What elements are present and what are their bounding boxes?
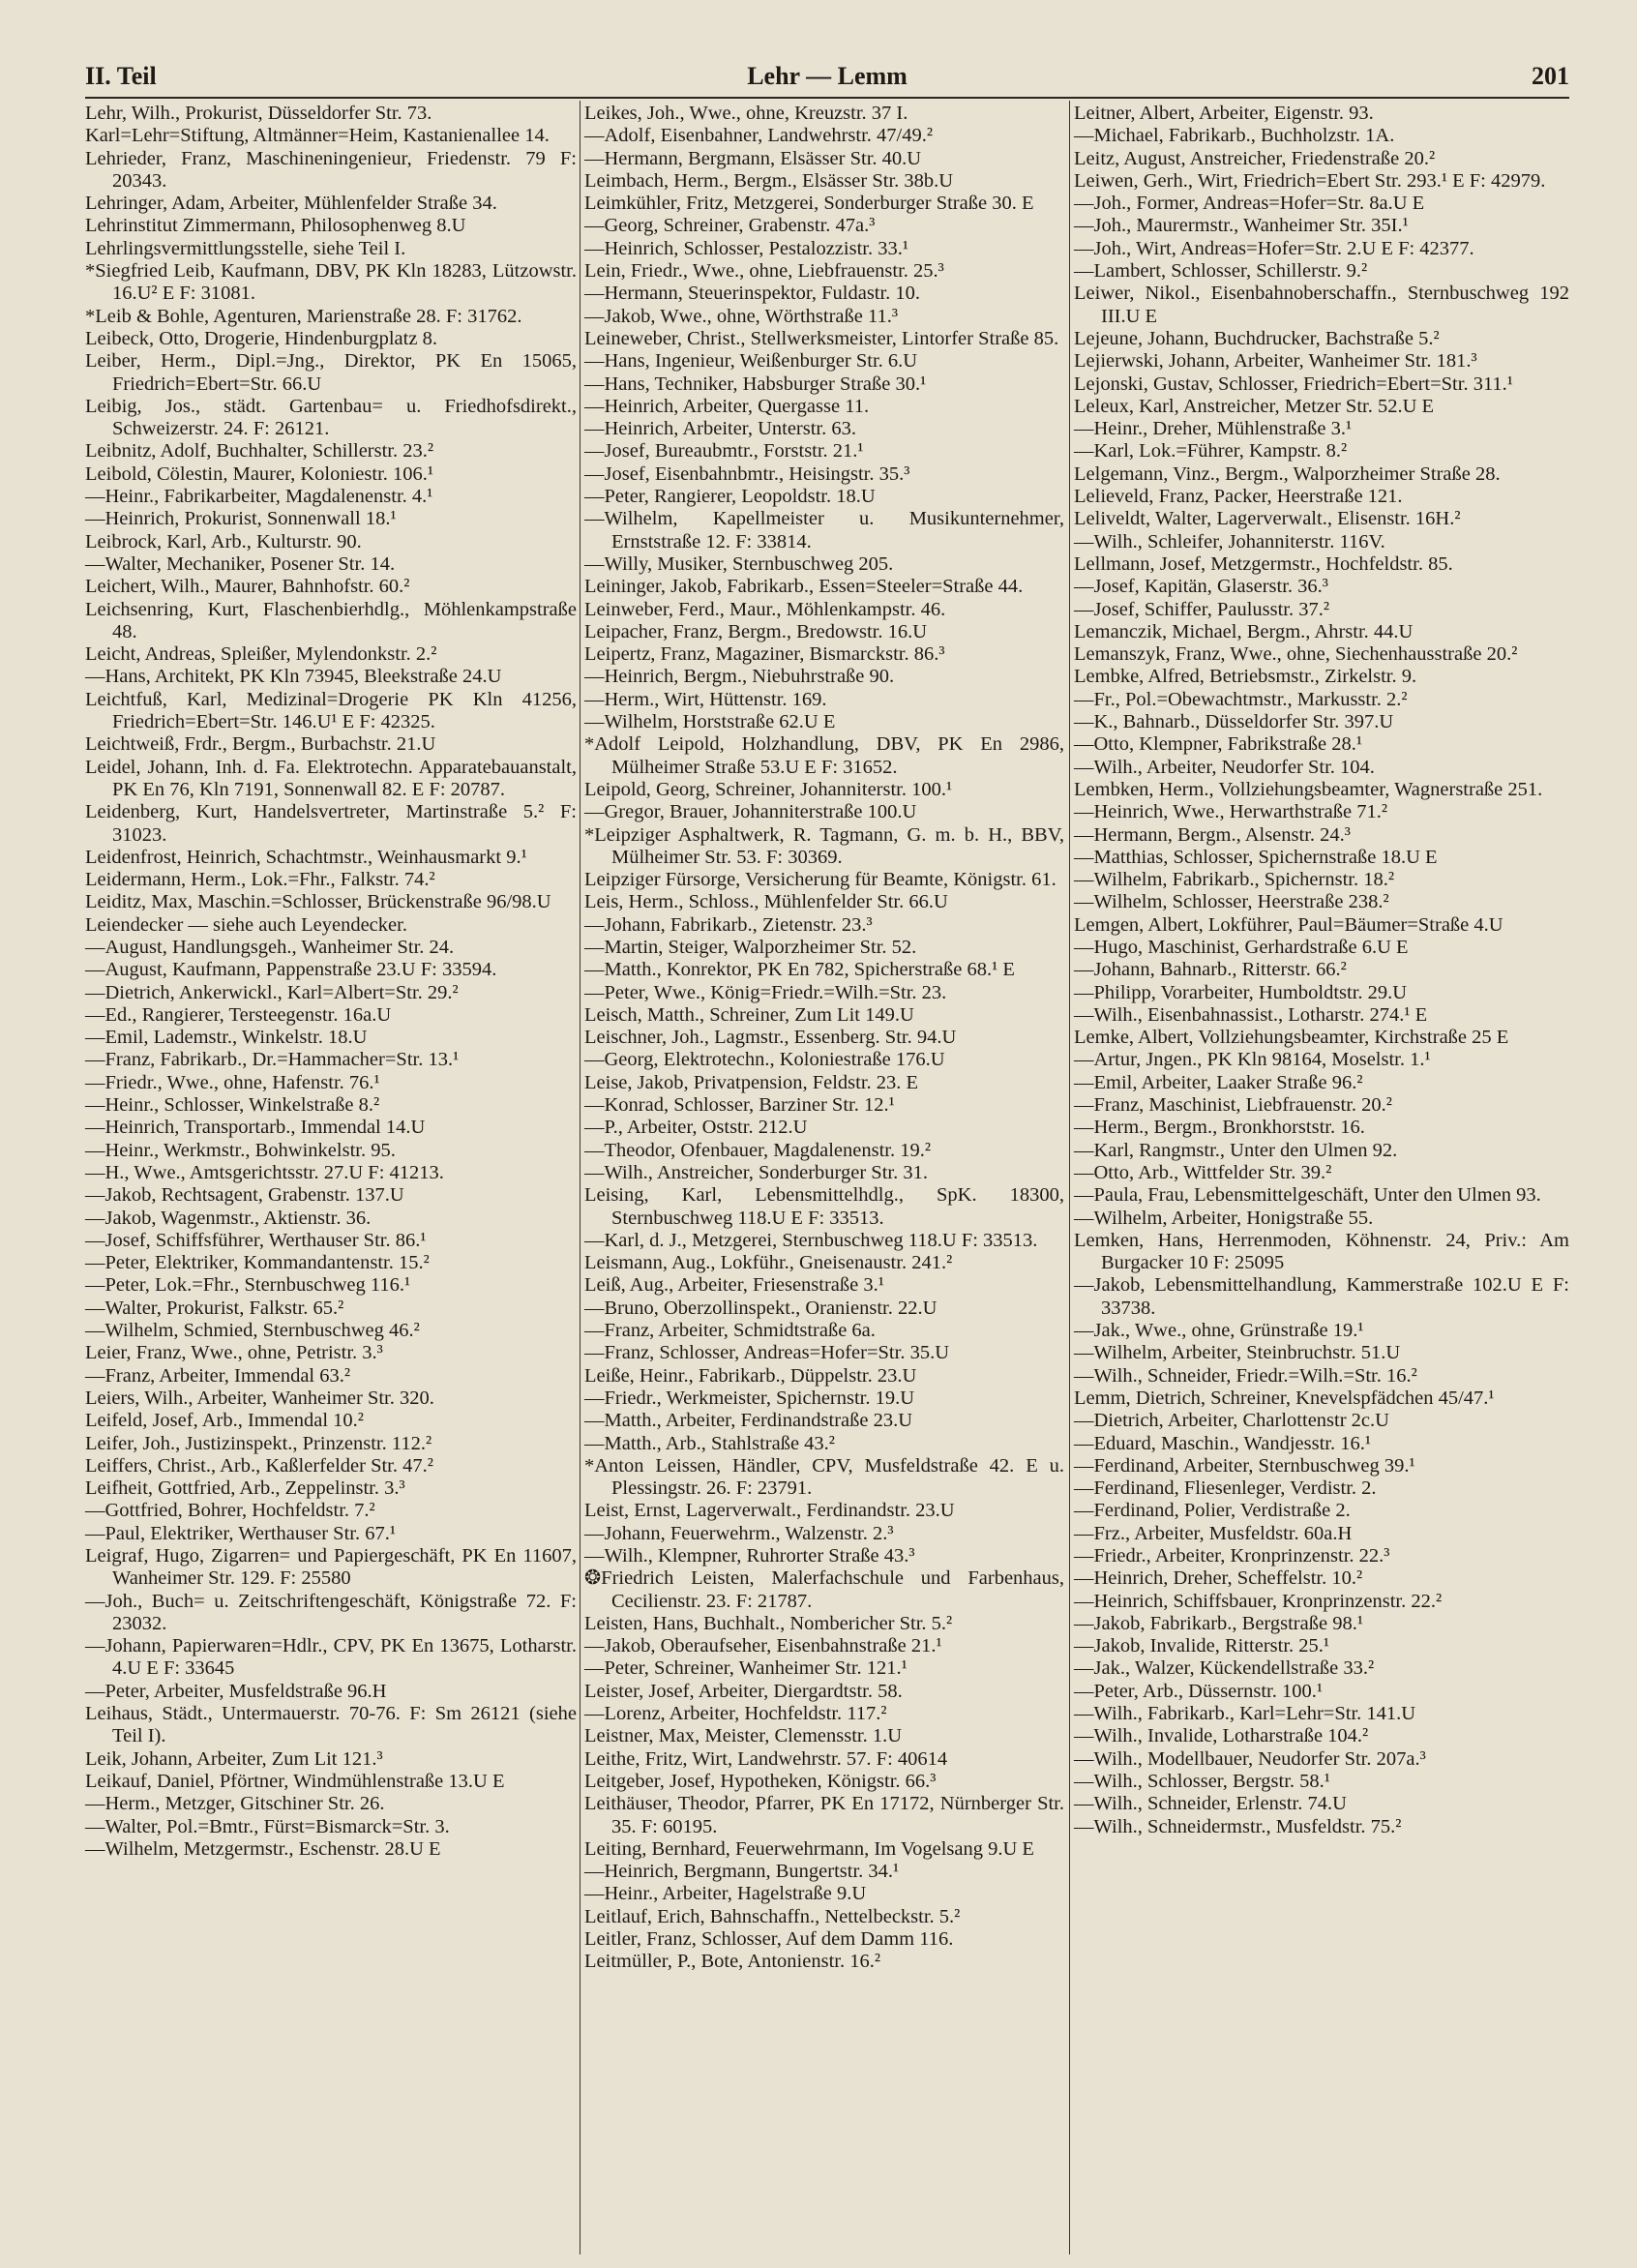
- directory-entry: Leising, Karl, Lebensmittelhdlg., SpK. 18300, Sternbuschweg 118.U E F: 33513.: [584, 1184, 1064, 1229]
- directory-entry: —Wilh., Arbeiter, Neudorfer Str. 104.: [1074, 756, 1375, 778]
- directory-entry: —Georg, Schreiner, Grabenstr. 47a.³: [584, 215, 876, 237]
- directory-entry: —Matth., Arbeiter, Ferdinandstraße 23.U: [584, 1410, 913, 1432]
- directory-entry: —Hermann, Bergm., Alsenstr. 24.³: [1074, 823, 1351, 846]
- directory-entry: Leiwen, Gerh., Wirt, Friedrich=Ebert Str. 293.¹ E F: 42979.: [1074, 169, 1546, 192]
- directory-entry: —Peter, Schreiner, Wanheimer Str. 121.¹: [584, 1657, 908, 1680]
- directory-entry: Leibrock, Karl, Arb., Kulturstr. 90.: [85, 530, 362, 552]
- directory-entry: Leist, Ernst, Lagerverwalt., Ferdinandstr. 23.U: [584, 1500, 955, 1522]
- directory-entry: —Wilh., Schleifer, Johanniterstr. 116V.: [1074, 530, 1385, 552]
- directory-entry: —Walter, Pol.=Bmtr., Fürst=Bismarck=Str. 3.: [85, 1815, 450, 1837]
- directory-entry: —Friedr., Werkmeister, Spichernstr. 19.U: [584, 1387, 915, 1409]
- directory-entry: —Herm., Wirt, Hüttenstr. 169.: [584, 688, 827, 710]
- directory-entry: —Wilhelm, Horststraße 62.U E: [584, 711, 836, 733]
- directory-entry: Lejonski, Gustav, Schlosser, Friedrich=Ebert=Str. 311.¹: [1074, 373, 1513, 395]
- directory-entry: *Leipziger Asphaltwerk, R. Tagmann, G. m. b. H., BBV, Mülheimer Str. 53. F: 30369.: [584, 823, 1064, 868]
- directory-entry: —Wilhelm, Arbeiter, Steinbruchstr. 51.U: [1074, 1342, 1401, 1364]
- directory-entry: Leineweber, Christ., Stellwerksmeister, Lintorfer Straße 85.: [584, 327, 1059, 349]
- directory-entry: Lehrinstitut Zimmermann, Philosophenweg 8.U: [85, 215, 466, 237]
- directory-entry: Leigraf, Hugo, Zigarren= und Papiergeschäft, PK En 11607, Wanheimer Str. 129. F: 25580: [85, 1545, 577, 1590]
- directory-entry: —Dietrich, Arbeiter, Charlottenstr 2c.U: [1074, 1410, 1389, 1432]
- directory-entry: Lemm, Dietrich, Schreiner, Knevelspfädchen 45/47.¹: [1074, 1387, 1495, 1409]
- directory-entry: —Jak., Wwe., ohne, Grünstraße 19.¹: [1074, 1320, 1364, 1342]
- directory-entry: Leipacher, Franz, Bergm., Bredowstr. 16.U: [584, 620, 928, 642]
- directory-entry: —Wilh., Modellbauer, Neudorfer Str. 207a.³: [1074, 1747, 1426, 1770]
- directory-entry: —Emil, Lademstr., Winkelstr. 18.U: [85, 1027, 368, 1049]
- directory-entry: —Wilh., Schneider, Erlenstr. 74.U: [1074, 1793, 1347, 1815]
- directory-entry: —Paul, Elektriker, Werthauser Str. 67.¹: [85, 1522, 396, 1544]
- directory-entry: —Joh., Buch= u. Zeitschriftengeschäft, Königstraße 72. F: 23032.: [85, 1590, 577, 1634]
- directory-entry: —Wilh., Fabrikarb., Karl=Lehr=Str. 141.U: [1074, 1703, 1416, 1725]
- directory-entry: —Gottfried, Bohrer, Hochfeldstr. 7.²: [85, 1500, 375, 1522]
- directory-entry: Leis, Herm., Schloss., Mühlenfelder Str. 66.U: [584, 891, 948, 913]
- directory-entry: —Heinr., Arbeiter, Hagelstraße 9.U: [584, 1883, 867, 1905]
- directory-entry: —Peter, Rangierer, Leopoldstr. 18.U: [584, 486, 876, 508]
- directory-entry: Leininger, Jakob, Fabrikarb., Essen=Steeler=Straße 44.: [584, 576, 1024, 598]
- directory-entry: Lehrlingsvermittlungsstelle, siehe Teil I.: [85, 237, 406, 259]
- directory-entry: —Wilh., Schneider, Friedr.=Wilh.=Str. 16.²: [1074, 1364, 1417, 1387]
- directory-entry: —Heinrich, Bergmann, Bungertstr. 34.¹: [584, 1861, 900, 1883]
- directory-entry: —Hans, Ingenieur, Weißenburger Str. 6.U: [584, 350, 918, 373]
- directory-entry: —Ed., Rangierer, Tersteegenstr. 16a.U: [85, 1003, 392, 1026]
- directory-entry: —Adolf, Eisenbahner, Landwehrstr. 47/49.²: [584, 125, 934, 147]
- directory-entry: —Wilh., Invalide, Lotharstraße 104.²: [1074, 1725, 1369, 1747]
- directory-entry: —Wilhelm, Schlosser, Heerstraße 238.²: [1074, 891, 1389, 913]
- directory-entry: —Heinr., Dreher, Mühlenstraße 3.¹: [1074, 418, 1353, 440]
- directory-entry: Leiße, Heinr., Fabrikarb., Düppelstr. 23.U: [584, 1364, 917, 1387]
- directory-entry: —Gregor, Brauer, Johanniterstraße 100.U: [584, 801, 917, 823]
- directory-entry: Leikes, Joh., Wwe., ohne, Kreuzstr. 37 I.: [584, 103, 908, 124]
- directory-column-1: [85, 103, 577, 1861]
- directory-entry: Leisch, Matth., Schreiner, Zum Lit 149.U: [584, 1003, 914, 1026]
- directory-entry: —Karl, d. J., Metzgerei, Sternbuschweg 118.U F: 33513.: [584, 1229, 1038, 1251]
- directory-entry: —Josef, Schiffsführer, Werthauser Str. 86.¹: [85, 1229, 427, 1251]
- directory-entry: —Dietrich, Ankerwickl., Karl=Albert=Str. 29.²: [85, 981, 459, 1003]
- directory-entry: Leliveldt, Walter, Lagerverwalt., Elisenstr. 16H.²: [1074, 508, 1461, 530]
- directory-entry: —Jakob, Oberaufseher, Eisenbahnstraße 21.¹: [584, 1635, 942, 1657]
- directory-entry: —Wilh., Klempner, Ruhrorter Straße 43.³: [584, 1545, 915, 1567]
- directory-entry: —Michael, Fabrikarb., Buchholzstr. 1A.: [1074, 125, 1395, 147]
- directory-entry: —August, Kaufmann, Pappenstraße 23.U F: 33594.: [85, 959, 497, 981]
- directory-entry: —Joh., Wirt, Andreas=Hofer=Str. 2.U E F: 42377.: [1074, 237, 1474, 259]
- directory-entry: Leitz, August, Anstreicher, Friedenstraße 20.²: [1074, 147, 1436, 169]
- directory-entry: Leifeld, Josef, Arb., Immendal 10.²: [85, 1410, 364, 1432]
- directory-entry: —Wilhelm, Schmied, Sternbuschweg 46.²: [85, 1320, 420, 1342]
- directory-entry: —Heinrich, Schiffsbauer, Kronprinzenstr. 22.²: [1074, 1590, 1443, 1612]
- directory-entry: —Peter, Wwe., König=Friedr.=Wilh.=Str. 23.: [584, 981, 947, 1003]
- directory-entry: —Paula, Frau, Lebensmittelgeschäft, Unter den Ulmen 93.: [1074, 1184, 1541, 1207]
- directory-entry: Leichert, Wilh., Maurer, Bahnhofstr. 60.²: [85, 576, 410, 598]
- directory-entry: Lemke, Albert, Vollziehungsbeamter, Kirchstraße 25 E: [1074, 1027, 1509, 1049]
- directory-entry: —Wilhelm, Arbeiter, Honigstraße 55.: [1074, 1207, 1374, 1229]
- directory-entry: —Martin, Steiger, Walporzheimer Str. 52.: [584, 936, 917, 958]
- directory-entry: Leichsenring, Kurt, Flaschenbierhdlg., Möhlenkampstraße 48.: [85, 598, 577, 642]
- directory-entry: Leitmüller, P., Bote, Antonienstr. 16.²: [584, 1951, 880, 1973]
- directory-entry: —Johann, Feuerwehrm., Walzenstr. 2.³: [584, 1522, 894, 1544]
- column-divider: [1069, 101, 1070, 2254]
- directory-entry: —Jakob, Wwe., ohne, Wörthstraße 11.³: [584, 305, 899, 327]
- directory-entry: Lemanszyk, Franz, Wwe., ohne, Siechenhausstraße 20.²: [1074, 643, 1518, 666]
- directory-entry: Lembken, Herm., Vollziehungsbeamter, Wagnerstraße 251.: [1074, 778, 1543, 800]
- directory-entry: Leikauf, Daniel, Pförtner, Windmühlenstraße 13.U E: [85, 1770, 505, 1792]
- directory-entry: —Jakob, Rechtsagent, Grabenstr. 137.U: [85, 1184, 404, 1207]
- page-number: 201: [1532, 62, 1569, 90]
- directory-entry: —Matth., Konrektor, PK En 782, Spicherstraße 68.¹ E: [584, 959, 1015, 981]
- directory-entry: Leithe, Fritz, Wirt, Landwehrstr. 57. F: 40614: [584, 1747, 948, 1770]
- directory-entry: —H., Wwe., Amtsgerichtsstr. 27.U F: 41213.: [85, 1161, 444, 1183]
- directory-entry: —Franz, Maschinist, Liebfrauenstr. 20.²: [1074, 1094, 1392, 1117]
- directory-entry: —Peter, Elektriker, Kommandantenstr. 15.²: [85, 1252, 430, 1274]
- directory-entry: —Wilh., Schlosser, Bergstr. 58.¹: [1074, 1770, 1330, 1792]
- directory-entry: —Otto, Klempner, Fabrikstraße 28.¹: [1074, 733, 1362, 756]
- directory-entry: Lehr, Wilh., Prokurist, Düsseldorfer Str. 73.: [85, 103, 432, 124]
- directory-entry: —Heinrich, Arbeiter, Unterstr. 63.: [584, 418, 856, 440]
- directory-entry: Leiers, Wilh., Arbeiter, Wanheimer Str. 320.: [85, 1387, 434, 1409]
- directory-entry: —Hans, Architekt, PK Kln 73945, Bleekstraße 24.U: [85, 666, 502, 688]
- directory-entry: —Ferdinand, Polier, Verdistraße 2.: [1074, 1500, 1351, 1522]
- directory-entry: Lembke, Alfred, Betriebsmstr., Zirkelstr. 9.: [1074, 666, 1417, 688]
- directory-entry: —Georg, Elektrotechn., Koloniestraße 176.U: [584, 1049, 945, 1071]
- directory-entry: *Leib & Bohle, Agenturen, Marienstraße 28. F: 31762.: [85, 305, 522, 327]
- directory-entry: —Peter, Arb., Düssernstr. 100.¹: [1074, 1680, 1324, 1702]
- directory-entry: Karl=Lehr=Stiftung, Altmänner=Heim, Kastanienallee 14.: [85, 125, 550, 147]
- directory-entry: Leibold, Cölestin, Maurer, Koloniestr. 106.¹: [85, 463, 434, 485]
- directory-entry: —Franz, Arbeiter, Schmidtstraße 6a.: [584, 1320, 876, 1342]
- directory-entry: —Walter, Mechaniker, Posener Str. 14.: [85, 552, 396, 575]
- directory-entry: —Johann, Bahnarb., Ritterstr. 66.²: [1074, 959, 1347, 981]
- directory-entry: Leister, Josef, Arbeiter, Diergardtstr. 58.: [584, 1680, 903, 1702]
- directory-entry: —Ferdinand, Arbeiter, Sternbuschweg 39.¹: [1074, 1454, 1415, 1477]
- directory-entry: —Friedr., Wwe., ohne, Hafenstr. 76.¹: [85, 1071, 380, 1093]
- directory-entry: Leitner, Albert, Arbeiter, Eigenstr. 93.: [1074, 103, 1374, 124]
- directory-entry: Lelgemann, Vinz., Bergm., Walporzheimer Straße 28.: [1074, 463, 1501, 485]
- directory-entry: Leitlauf, Erich, Bahnschaffn., Nettelbeckstr. 5.²: [584, 1905, 961, 1927]
- directory-entry: —Bruno, Oberzollinspekt., Oranienstr. 22.U: [584, 1297, 938, 1319]
- directory-entry: Leischner, Joh., Lagmstr., Essenberg. Str. 94.U: [584, 1027, 957, 1049]
- directory-entry: Leleux, Karl, Anstreicher, Metzer Str. 52.U E: [1074, 395, 1435, 417]
- directory-entry: —Hermann, Steuerinspektor, Fuldastr. 10.: [584, 283, 921, 305]
- directory-entry: —Wilhelm, Kapellmeister u. Musikunternehmer, Ernststraße 12. F: 33814.: [584, 508, 1064, 552]
- directory-entry: —Josef, Eisenbahnbmtr., Heisingstr. 35.³: [584, 463, 910, 485]
- directory-entry: —Wilh., Eisenbahnassist., Lotharstr. 274.¹ E: [1074, 1003, 1428, 1026]
- directory-entry: Leisten, Hans, Buchhalt., Nombericher Str. 5.²: [584, 1612, 953, 1634]
- directory-entry: Leiffers, Christ., Arb., Kaßlerfelder Str. 47.²: [85, 1454, 433, 1477]
- directory-entry: *Siegfried Leib, Kaufmann, DBV, PK Kln 18283, Lützowstr. 16.U² E F: 31081.: [85, 260, 577, 305]
- directory-entry: Lemanczik, Michael, Bergm., Ahrstr. 44.U: [1074, 620, 1414, 642]
- directory-entry: Leitler, Franz, Schlosser, Auf dem Damm 116.: [584, 1928, 954, 1951]
- directory-entry: —Heinrich, Wwe., Herwarthstraße 71.²: [1074, 801, 1387, 823]
- directory-entry: —Josef, Kapitän, Glaserstr. 36.³: [1074, 576, 1328, 598]
- directory-column-3: [1074, 103, 1569, 1838]
- directory-entry: Leidenberg, Kurt, Handelsvertreter, Martinstraße 5.² F: 31023.: [85, 801, 577, 846]
- directory-entry: Leiditz, Max, Maschin.=Schlosser, Brückenstraße 96/98.U: [85, 891, 551, 913]
- directory-entry: Lehrieder, Franz, Maschineningenieur, Friedenstr. 79 F: 20343.: [85, 147, 577, 192]
- directory-entry: —Joh., Maurermstr., Wanheimer Str. 35I.¹: [1074, 215, 1409, 237]
- directory-entry: —Hans, Techniker, Habsburger Straße 30.¹: [584, 373, 927, 395]
- directory-entry: —Willy, Musiker, Sternbuschweg 205.: [584, 552, 894, 575]
- directory-entry: *Anton Leissen, Händler, CPV, Musfeldstraße 42. E u. Plessingstr. 26. F: 23791.: [584, 1454, 1064, 1500]
- directory-entry: Lejeune, Johann, Buchdrucker, Bachstraße 5.²: [1074, 327, 1440, 349]
- directory-entry: Leimkühler, Fritz, Metzgerei, Sonderburger Straße 30. E: [584, 193, 1034, 215]
- directory-entry: Leise, Jakob, Privatpension, Feldstr. 23. E: [584, 1071, 919, 1093]
- directory-entry: Lehringer, Adam, Arbeiter, Mühlenfelder Straße 34.: [85, 193, 497, 215]
- directory-entry: Leier, Franz, Wwe., ohne, Petristr. 3.³: [85, 1342, 383, 1364]
- directory-entry: Leinweber, Ferd., Maur., Möhlenkampstr. 46.: [584, 598, 946, 620]
- directory-entry: Leichtfuß, Karl, Medizinal=Drogerie PK Kln 41256, Friedrich=Ebert=Str. 146.U¹ E F: 42325.: [85, 688, 577, 733]
- directory-entry: —Heinrich, Arbeiter, Quergasse 11.: [584, 395, 870, 417]
- directory-entry: —Jakob, Fabrikarb., Bergstraße 98.¹: [1074, 1612, 1363, 1634]
- directory-entry: Lemgen, Albert, Lokführer, Paul=Bäumer=Straße 4.U: [1074, 913, 1503, 936]
- directory-entry: —Heinrich, Prokurist, Sonnenwall 18.¹: [85, 508, 397, 530]
- directory-entry: —Emil, Arbeiter, Laaker Straße 96.²: [1074, 1071, 1363, 1093]
- directory-entry: —Jakob, Lebensmittelhandlung, Kammerstraße 102.U E F: 33738.: [1074, 1274, 1569, 1319]
- directory-entry: —Hugo, Maschinist, Gerhardstraße 6.U E: [1074, 936, 1409, 958]
- directory-entry: —Theodor, Ofenbauer, Magdalenenstr. 19.²: [584, 1139, 932, 1161]
- directory-entry: —Frz., Arbeiter, Musfeldstr. 60a.H: [1074, 1522, 1353, 1544]
- directory-entry: —Wilhelm, Metzgermstr., Eschenstr. 28.U E: [85, 1837, 441, 1860]
- directory-entry: —Heinr., Schlosser, Winkelstraße 8.²: [85, 1094, 380, 1117]
- directory-entry: —Franz, Schlosser, Andreas=Hofer=Str. 35.U: [584, 1342, 950, 1364]
- directory-entry: Leismann, Aug., Lokführ., Gneisenaustr. 241.²: [584, 1252, 953, 1274]
- directory-entry: Leithäuser, Theodor, Pfarrer, PK En 17172, Nürnberger Str. 35. F: 60195.: [584, 1793, 1064, 1837]
- directory-entry: —Lambert, Schlosser, Schillerstr. 9.²: [1074, 260, 1368, 283]
- directory-entry: Leitgeber, Josef, Hypotheken, Königstr. 66.³: [584, 1770, 937, 1792]
- directory-entry: —Lorenz, Arbeiter, Hochfeldstr. 117.²: [584, 1703, 887, 1725]
- directory-column-2: [584, 103, 1064, 1974]
- directory-entry: —Jak., Walzer, Kückendellstraße 33.²: [1074, 1657, 1375, 1680]
- directory-entry: Leidel, Johann, Inh. d. Fa. Elektrotechn. Apparatebauanstalt, PK En 76, Kln 7191, Sonnenwall 82. E F: 20787.: [85, 756, 577, 800]
- directory-entry: —Heinrich, Transportarb., Immendal 14.U: [85, 1117, 426, 1139]
- directory-entry: Leifer, Joh., Justizinspekt., Prinzenstr. 112.²: [85, 1432, 432, 1454]
- directory-entry: —Heinrich, Bergm., Niebuhrstraße 90.: [584, 666, 895, 688]
- directory-entry: Leibig, Jos., städt. Gartenbau= u. Friedhofsdirekt., Schweizerstr. 24. F: 26121.: [85, 395, 577, 440]
- directory-entry: Leidermann, Herm., Lok.=Fhr., Falkstr. 74.²: [85, 869, 435, 891]
- directory-entry: —Friedr., Arbeiter, Kronprinzenstr. 22.³: [1074, 1545, 1390, 1567]
- directory-entry: Leibnitz, Adolf, Buchhalter, Schillerstr. 23.²: [85, 440, 434, 463]
- running-head: Lehr — Lemm: [747, 62, 908, 90]
- directory-entry: —Matth., Arb., Stahlstraße 43.²: [584, 1432, 835, 1454]
- directory-entry: Leiber, Herm., Dipl.=Jng., Direktor, PK En 15065, Friedrich=Ebert=Str. 66.U: [85, 350, 577, 395]
- directory-entry: Leichtweiß, Frdr., Bergm., Burbachstr. 21.U: [85, 733, 436, 756]
- directory-entry: Leiwer, Nikol., Eisenbahnoberschaffn., Sternbuschweg 192 III.U E: [1074, 283, 1569, 327]
- directory-entry: Lellmann, Josef, Metzgermstr., Hochfeldstr. 85.: [1074, 552, 1453, 575]
- directory-entry: —Heinrich, Dreher, Scheffelstr. 10.²: [1074, 1567, 1363, 1590]
- directory-entry: —Jakob, Wagenmstr., Aktienstr. 36.: [85, 1207, 372, 1229]
- directory-entry: —Matthias, Schlosser, Spichernstraße 18.U E: [1074, 846, 1438, 868]
- directory-entry: Lelieveld, Franz, Packer, Heerstraße 121.: [1074, 486, 1403, 508]
- directory-entry: Leiendecker — siehe auch Leyendecker.: [85, 913, 407, 936]
- directory-entry: —Fr., Pol.=Obewachtmstr., Markusstr. 2.²: [1074, 688, 1408, 710]
- directory-entry: —K., Bahnarb., Düsseldorfer Str. 397.U: [1074, 711, 1394, 733]
- directory-entry: —Wilh., Anstreicher, Sonderburger Str. 31.: [584, 1161, 928, 1183]
- directory-entry: —Johann, Papierwaren=Hdlr., CPV, PK En 13675, Lotharstr. 4.U E F: 33645: [85, 1635, 577, 1680]
- directory-entry: —Philipp, Vorarbeiter, Humboldtstr. 29.U: [1074, 981, 1408, 1003]
- directory-entry: —Karl, Lok.=Führer, Kampstr. 8.²: [1074, 440, 1348, 463]
- directory-entry: Leipziger Fürsorge, Versicherung für Beamte, Königstr. 61.: [584, 869, 1057, 891]
- directory-entry: —Jakob, Invalide, Ritterstr. 25.¹: [1074, 1635, 1330, 1657]
- section-label: II. Teil: [85, 62, 157, 90]
- directory-entry: —August, Handlungsgeh., Wanheimer Str. 24.: [85, 936, 455, 958]
- directory-entry: —Johann, Fabrikarb., Zietenstr. 23.³: [584, 913, 873, 936]
- directory-entry: Leipertz, Franz, Magaziner, Bismarckstr. 86.³: [584, 643, 945, 666]
- directory-entry: —Heinr., Werkmstr., Bohwinkelstr. 95.: [85, 1139, 396, 1161]
- directory-entry: —Peter, Arbeiter, Musfeldstraße 96.H: [85, 1680, 387, 1702]
- page-header: [85, 60, 1569, 99]
- directory-entry: Leihaus, Städt., Untermauerstr. 70-76. F: Sm 26121 (siehe Teil I).: [85, 1703, 577, 1747]
- directory-entry: —Karl, Rangmstr., Unter den Ulmen 92.: [1074, 1139, 1398, 1161]
- directory-entry: —Herm., Bergm., Bronkhorststr. 16.: [1074, 1117, 1365, 1139]
- directory-entry: Lejierwski, Johann, Arbeiter, Wanheimer Str. 181.³: [1074, 350, 1477, 373]
- directory-entry: Leik, Johann, Arbeiter, Zum Lit 121.³: [85, 1747, 383, 1770]
- directory-entry: —Josef, Schiffer, Paulusstr. 37.²: [1074, 598, 1330, 620]
- directory-entry: —Wilh., Schneidermstr., Musfeldstr. 75.²: [1074, 1815, 1402, 1837]
- directory-entry: ❂Friedrich Leisten, Malerfachschule und Farbenhaus, Cecilienstr. 23. F: 21787.: [584, 1567, 1064, 1612]
- directory-entry: —P., Arbeiter, Oststr. 212.U: [584, 1117, 808, 1139]
- directory-entry: —Herm., Metzger, Gitschiner Str. 26.: [85, 1793, 385, 1815]
- directory-entry: —Eduard, Maschin., Wandjesstr. 16.¹: [1074, 1432, 1372, 1454]
- directory-entry: Leifheit, Gottfried, Arb., Zeppelinstr. 3.³: [85, 1477, 405, 1500]
- directory-entry: —Josef, Bureaubmtr., Forststr. 21.¹: [584, 440, 864, 463]
- directory-entry: Lein, Friedr., Wwe., ohne, Liebfrauenstr. 25.³: [584, 260, 944, 283]
- directory-entry: —Heinr., Fabrikarbeiter, Magdalenenstr. 4.¹: [85, 486, 433, 508]
- directory-entry: Leistner, Max, Meister, Clemensstr. 1.U: [584, 1725, 903, 1747]
- directory-entry: —Wilhelm, Fabrikarb., Spichernstr. 18.²: [1074, 869, 1394, 891]
- directory-entry: —Joh., Former, Andreas=Hofer=Str. 8a.U E: [1074, 193, 1425, 215]
- directory-entry: —Otto, Arb., Wittfelder Str. 39.²: [1074, 1161, 1332, 1183]
- directory-entry: —Hermann, Bergmann, Elsässer Str. 40.U: [584, 147, 922, 169]
- directory-entry: Leiß, Aug., Arbeiter, Friesenstraße 3.¹: [584, 1274, 884, 1297]
- directory-entry: Lemken, Hans, Herrenmoden, Köhnenstr. 24, Priv.: Am Burgacker 10 F: 25095: [1074, 1229, 1569, 1274]
- directory-entry: Leicht, Andreas, Spleißer, Mylendonkstr. 2.²: [85, 643, 437, 666]
- directory-entry: Leiting, Bernhard, Feuerwehrmann, Im Vogelsang 9.U E: [584, 1837, 1034, 1860]
- directory-entry: —Walter, Prokurist, Falkstr. 65.²: [85, 1297, 344, 1319]
- directory-entry: —Franz, Arbeiter, Immendal 63.²: [85, 1364, 351, 1387]
- directory-entry: —Konrad, Schlosser, Barziner Str. 12.¹: [584, 1094, 895, 1117]
- directory-entry: Leidenfrost, Heinrich, Schachtmstr., Weinhausmarkt 9.¹: [85, 846, 527, 868]
- directory-entry: *Adolf Leipold, Holzhandlung, DBV, PK En 2986, Mülheimer Straße 53.U E F: 31652.: [584, 733, 1064, 778]
- directory-entry: —Heinrich, Schlosser, Pestalozzistr. 33.¹: [584, 237, 908, 259]
- directory-entry: —Ferdinand, Fliesenleger, Verdistr. 2.: [1074, 1477, 1377, 1500]
- directory-entry: —Franz, Fabrikarb., Dr.=Hammacher=Str. 13.¹: [85, 1049, 460, 1071]
- directory-entry: —Artur, Jngen., PK Kln 98164, Moselstr. 1.¹: [1074, 1049, 1431, 1071]
- directory-entry: Leimbach, Herm., Bergm., Elsässer Str. 38b.U: [584, 169, 954, 192]
- directory-entry: Leibeck, Otto, Drogerie, Hindenburgplatz 8.: [85, 327, 437, 349]
- directory-entry: Leipold, Georg, Schreiner, Johanniterstr. 100.¹: [584, 778, 953, 800]
- directory-entry: —Peter, Lok.=Fhr., Sternbuschweg 116.¹: [85, 1274, 411, 1297]
